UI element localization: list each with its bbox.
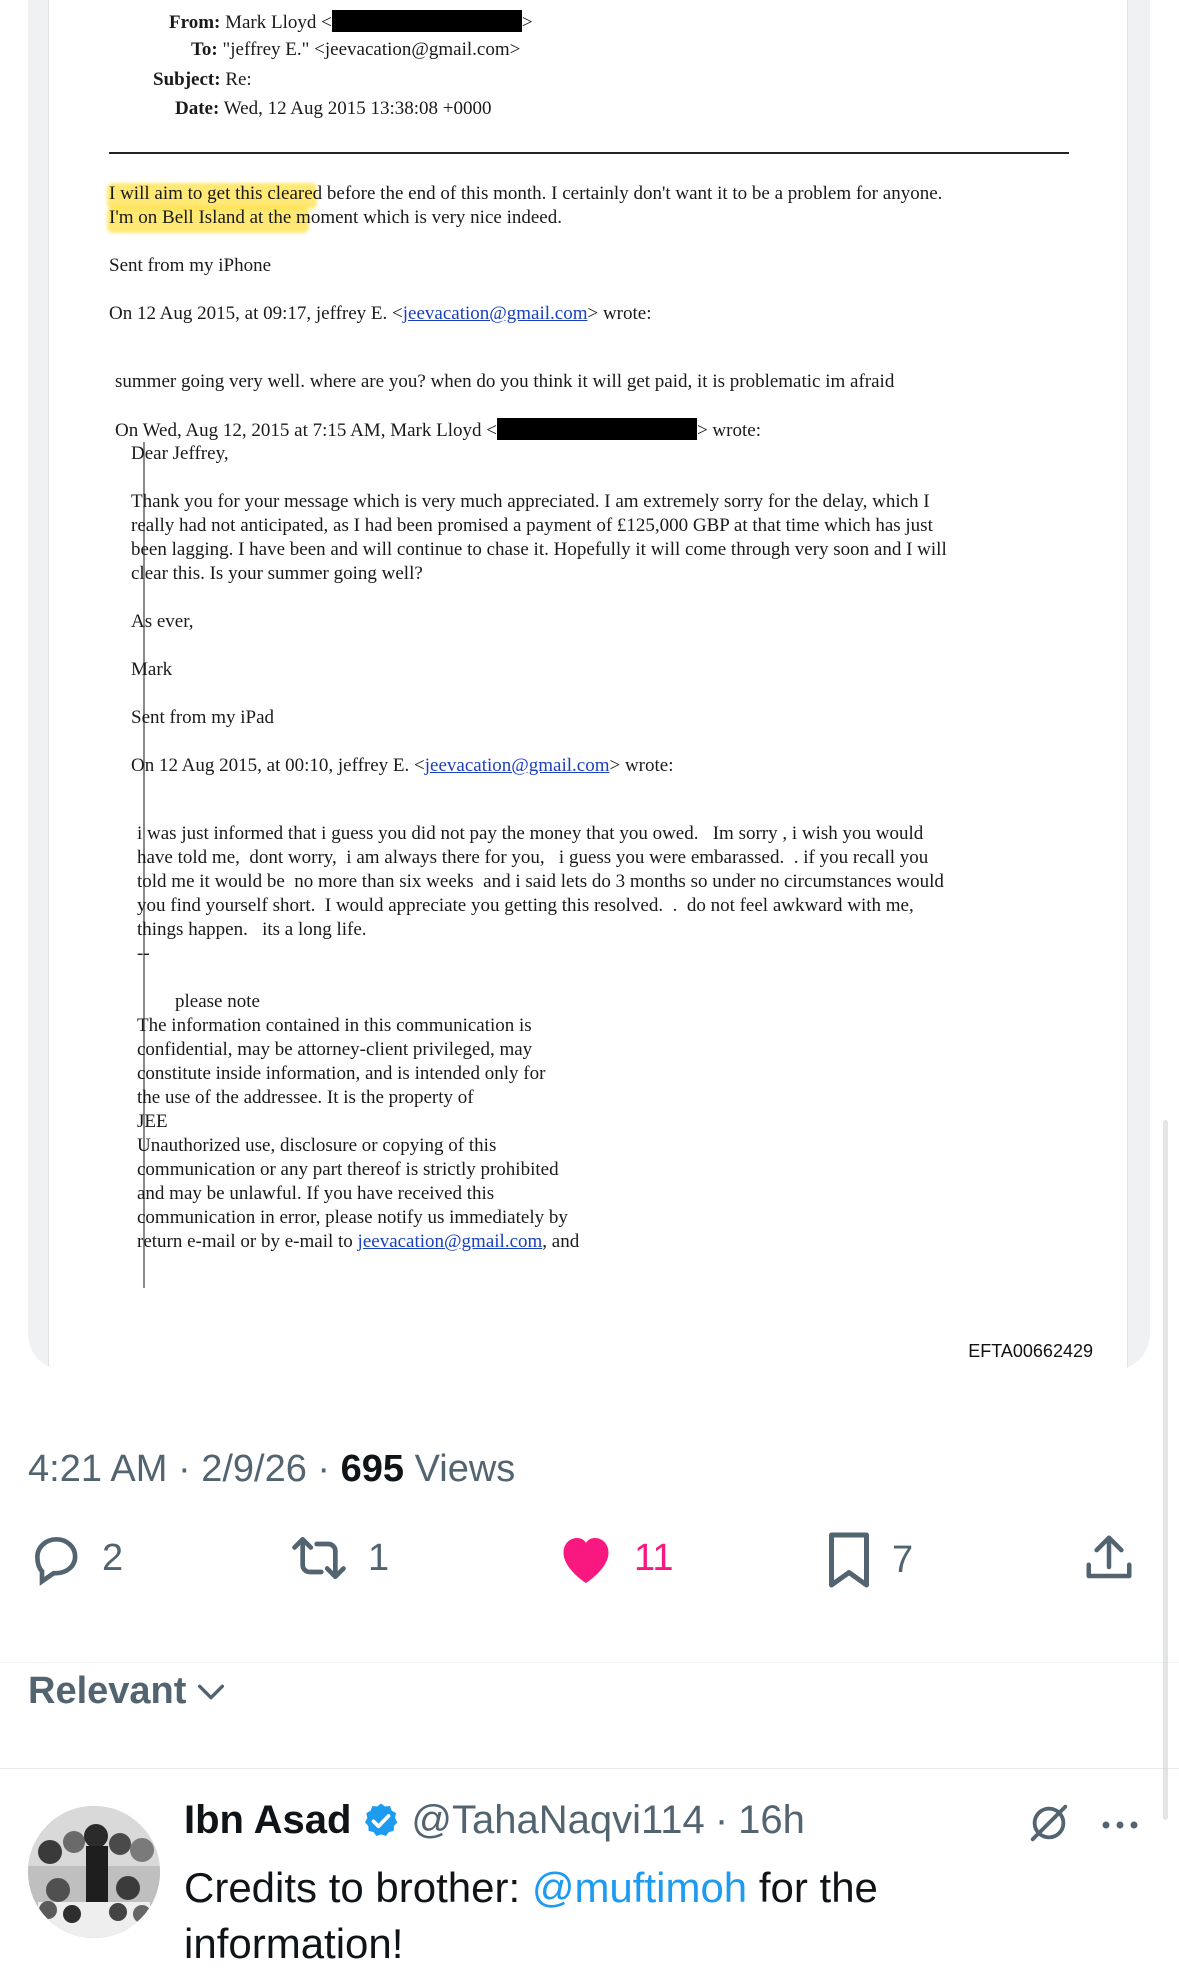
quoted-header [131,754,674,778]
grok-icon[interactable] [1026,1800,1072,1851]
bookmark-button[interactable] [824,1530,913,1590]
date-row [175,97,492,121]
avatar[interactable] [28,1806,160,1938]
to-label: To: [191,39,218,60]
tweet-media-image[interactable] [28,0,1150,1370]
dot-separator: · [317,1448,331,1490]
reply-text [184,1860,984,1972]
email-link: jeevacation@gmail.com [357,1231,543,1252]
like-count: 11 [634,1536,674,1579]
quoted-header-text: > wrote: [587,303,652,324]
message-paragraph: i was just informed that i guess you did not pay the money that you owed. Im sorry , i wish you would have told me, dont worry, i am always there for you, i guess you were embarassed. . if you recall you told me it would be no more than six weeks and i said lets do 3 months so under no circumstances would you find yourself short. I would appreciate you getting this resolved. . do not feel awkward with me, things happen. its a long life. [137,823,944,940]
reply-sort-dropdown[interactable] [28,1670,228,1713]
to-value: "jeffrey E." <jeevacation@gmail.com> [222,39,521,60]
redaction-bar [497,418,697,440]
reply-text-part: Credits to brother: [184,1864,532,1911]
tweet-time: 4:21 AM [28,1448,168,1490]
views-count: 695 [340,1448,405,1490]
date-label: Date: [175,98,220,119]
message-paragraph: Thank you for your message which is very much appreciated. I am extremely sorry for the delay, which I really had not anticipated, as I had been promised a payment of £125,000 GBP at that time which has just been lagging. I have been and will continue to chase it. Hopefully it will come through very soon and I will clear this. Is your summer going well? [131,491,947,584]
from-value: Mark Lloyd < [225,12,332,33]
disclaimer-last-line [137,1230,579,1254]
reply-author-handle[interactable]: @TahaNaqvi114 [411,1798,705,1842]
redaction-bar [332,10,522,32]
email-link: jeevacation@gmail.com [424,755,610,776]
quoted-header-text: > wrote: [696,420,761,441]
quoted-header-text: On 12 Aug 2015, at 00:10, jeffrey E. < [131,755,425,776]
divider [0,1768,1179,1769]
date-value: Wed, 12 Aug 2015 13:38:08 +0000 [223,98,492,119]
from-row: From: Mark Lloyd < > [169,12,533,33]
reply-time[interactable]: 16h [738,1798,805,1842]
retweet-icon [288,1530,350,1586]
to-row [191,38,520,62]
dot-separator: · [177,1448,191,1490]
salutation: Dear Jeffrey, [131,443,229,464]
signature-name: Mark [131,659,173,680]
share-button[interactable] [1082,1530,1136,1586]
bookmark-count: 7 [892,1538,914,1581]
header-rule [109,152,1069,154]
subject-value: Re: [225,69,252,90]
reply-author-name[interactable]: Ibn Asad [184,1798,352,1842]
tweet-date: 2/9/26 [201,1448,307,1490]
email-link: jeevacation@gmail.com [402,303,588,324]
reply-button[interactable] [28,1530,123,1586]
share-icon [1082,1530,1136,1586]
sent-from-iphone: Sent from my iPhone [109,255,272,276]
tweet-action-bar [0,1530,1179,1620]
mention-link[interactable]: @muftimoh [531,1864,748,1911]
subject-row [153,68,252,92]
reply-text-part: for the information! [184,1864,878,1967]
quoted-header [109,302,652,326]
sent-from-ipad: Sent from my iPad [131,707,275,728]
retweet-count: 1 [368,1536,390,1579]
signature-separator: -- [137,943,150,964]
quoted-header-text: On 12 Aug 2015, at 09:17, jeffrey E. < [109,303,403,324]
reply-line: I will aim to get this cleared before the end of this month. I certainly don't want it to be a problem for anyone. [109,183,943,204]
email-document [48,0,1128,1370]
sort-label: Relevant [28,1670,187,1712]
scrollbar[interactable] [1163,1120,1168,1820]
please-note: please note [175,991,260,1012]
dot-separator: · [714,1798,729,1842]
quoted-header [115,418,761,443]
divider [0,1662,1179,1663]
reply-line: I'm on Bell Island at the moment which is very nice indeed. [109,207,562,228]
quoted-header-text: > wrote: [609,755,674,776]
disclaimer-text: The information contained in this communication is confidential, may be attorney-client privileged, may constitute inside information, and is intended only for the use of the addressee. It is the property of JEE Unauthorized use, disclosure or copying of this communication or any part thereof is strictly prohibited and may be unlawful. If you have received this communication in error, please notify us immediately by [137,1015,568,1228]
quoted-message-line: summer going very well. where are you? when do you think it will get paid, it is problematic im afraid [115,371,895,392]
chevron-down-icon [194,1675,228,1709]
subject-label: Subject: [153,69,221,90]
document-id: EFTA00662429 [968,1341,1093,1361]
retweet-button[interactable] [288,1530,389,1586]
bookmark-icon [824,1530,874,1590]
quoted-header-text: On Wed, Aug 12, 2015 at 7:15 AM, Mark Lloyd < [115,420,497,441]
reply-count: 2 [102,1536,124,1579]
more-options-icon[interactable] [1100,1818,1140,1836]
reply-header [184,1798,805,1843]
like-button[interactable] [556,1530,673,1586]
from-label: From: [169,12,221,33]
disclaimer-text: , and [542,1231,580,1252]
verified-badge-icon [361,1801,401,1841]
signoff: As ever, [131,611,194,632]
reply-icon [28,1530,84,1586]
tweet-timestamp[interactable] [28,1448,515,1491]
views-label: Views [414,1448,516,1490]
heart-icon [556,1530,616,1586]
disclaimer-text: return e-mail or by e-mail to [137,1231,358,1252]
avatar-photo [28,1806,160,1938]
